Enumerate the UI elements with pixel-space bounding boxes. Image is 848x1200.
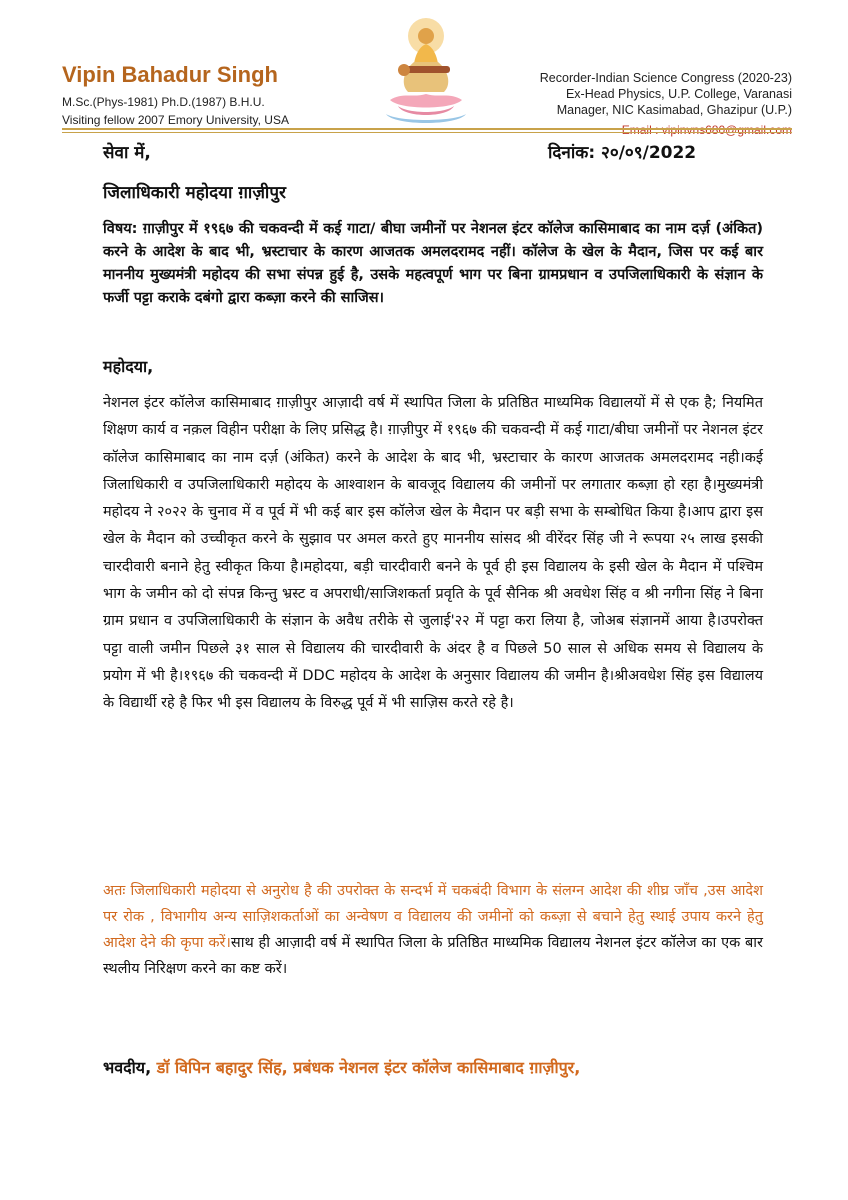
letterhead-name: Vipin Bahadur Singh [62,62,278,87]
body-paragraph: नेशनल इंटर कॉलेज कासिमाबाद ग़ाज़ीपुर आज़ादी वर्ष में स्थापित जिला के प्रतिष्ठित माध्यमिक विद्यालयों में से एक है; नियमित शिक्षण कार्य व नक़ल विहीन परीक्षा के लिए प्रसिद्ध है। ग़ाज़ीपुर में १९६७ की चकवन्दी में कई गाटा/बीघा जमीनों पर नेशनल इंटर कॉलेज कासिमाबाद का नाम दर्ज़ (अंकित) करने के आदेश के बाद भी, भ्रस्टाचार के कारण आजतक अमलदरामद नही।कई जिलाधिकारी व उपजिलाधिकारी महोदय के आश्वाशन के बावजूद विद्यालय की जमीनों पर लगातार कब्ज़ा हो रहा है।मुख्यमंत्री महोदय ने २०२२ के चुनाव में व पूर्व में भी कई बार इस कॉलेज खेल के मैदान पर बड़ी सभा के सम्बोधित किया है।आप द्वारा इस खेल के मैदान को उच्चीकृत करने के सुझाव पर अमल करते हुए माननीय सांसद श्री वीरेंदर सिंह जी ने रूपया २५ लाख इसकी चारदीवारी बनाने हेतु स्वीकृत किया है।महोदया, बड़ी चारदीवारी बनने के पूर्व ही इस विद्यालय के इसी खेल के मैदान में पश्चिम भाग के जमीन को दो संपन्न किन्तु भ्रस्ट व अपराधी/साजिशकर्ता प्रवृति के पूर्व सैनिक श्री अवधेश सिंह व श्री नगीना सिंह ने बिना ग्राम प्रधान व उपजिलाधिकारी के संज्ञान के अवैध तरीके से जुलाई'२२ में पट्टा करा लिया है, जोअब संज्ञानमें आया है।उपरोक्त पट्टा वाली जमीन पिछले ३१ साल से विद्यालय की चारदीवारी के अंदर है व पिछले 50 साल से अधिक समय से विद्यालय के प्रयोग में भी है।१९६७ की चकवन्दी में DDC महोदय के आदेश के अनुसार विद्यालय की जमीन है।श्रीअवधेश सिंह इस विद्यालय के विद्यार्थी रहे है फिर भी इस विद्यालय के विरुद्ध पूर्व में भी साज़िस करते रहे है। [103,395,763,712]
letterhead-divider-thin [62,132,792,133]
salutation-to: सेवा में, [103,143,151,163]
goddess-saraswati-logo [378,14,474,130]
letter-date: दिनांक: २०/०९/2022 [548,143,697,163]
greeting: महोदया, [103,357,154,376]
addressee: जिलाधिकारी महोदया ग़ाज़ीपुर [103,183,286,203]
request-highlight: अतः जिलाधिकारी महोदया से अनुरोध है की उपरोक्त के सन्दर्भ में चकबंदी विभाग के संलग्न आदेश की शीघ्र जाँच ,उस आदेश पर रोक , विभागीय अन्य साज़िशकर्ताओं का अन्वेषण व विद्यालय की जमीनों को कब्ज़ा से बचाने हेतु स्थाई उपाय करने हेतु आदेश देने की कृपा करें। [103,883,763,951]
letterhead-credentials [62,93,289,129]
email-address: Email : vipinvns680@gmail.com [621,123,792,137]
position-line: Manager, NIC Kasimabad, Ghazipur (U.P.) [556,103,792,117]
request-paragraph [103,878,763,982]
closing [103,1056,580,1078]
closing-word: भवदीय, [103,1058,152,1077]
credential-line: M.Sc.(Phys-1981) Ph.D.(1987) B.H.U. [62,95,265,109]
letterhead-divider [62,128,792,130]
position-line: Recorder-Indian Science Congress (2020-23) [539,71,792,85]
request-rest: साथ ही आज़ादी वर्ष में स्थापित जिला के प्रतिष्ठित माध्यमिक विद्यालय नेशनल इंटर कॉलेज का एक बार स्थलीय निरिक्षण करने का कष्ट करें। [103,935,763,977]
signature-line: डॉ विपिन बहादुर सिंह, प्रबंधक नेशनल इंटर कॉलेज कासिमाबाद ग़ाज़ीपुर, [151,1058,581,1077]
subject-paragraph: विषय: ग़ाज़ीपुर में १९६७ की चकवन्दी में कई गाटा/ बीघा जमीनों पर नेशनल इंटर कॉलेज कासिमाबाद का नाम दर्ज़ (अंकित) करने के आदेश के बाद भी, भ्रस्टाचार के कारण आजतक अमलदरामद नहीं। कॉलेज के खेल के मैदान, जिस पर कई बार माननीय मुख्यमंत्री महोदय की सभा संपन्न हुई है, उसके महत्वपूर्ण भाग पर बिना ग्रामप्रधान व उपजिलाधिकारी के संज्ञान के फर्जी पट्टा कराके दबंगो द्वारा कब्ज़ा करने की साजिस। [103,221,763,306]
position-line: Ex-Head Physics, U.P. College, Varanasi [565,87,792,101]
credential-line: Visiting fellow 2007 Emory University, USA [62,113,289,127]
